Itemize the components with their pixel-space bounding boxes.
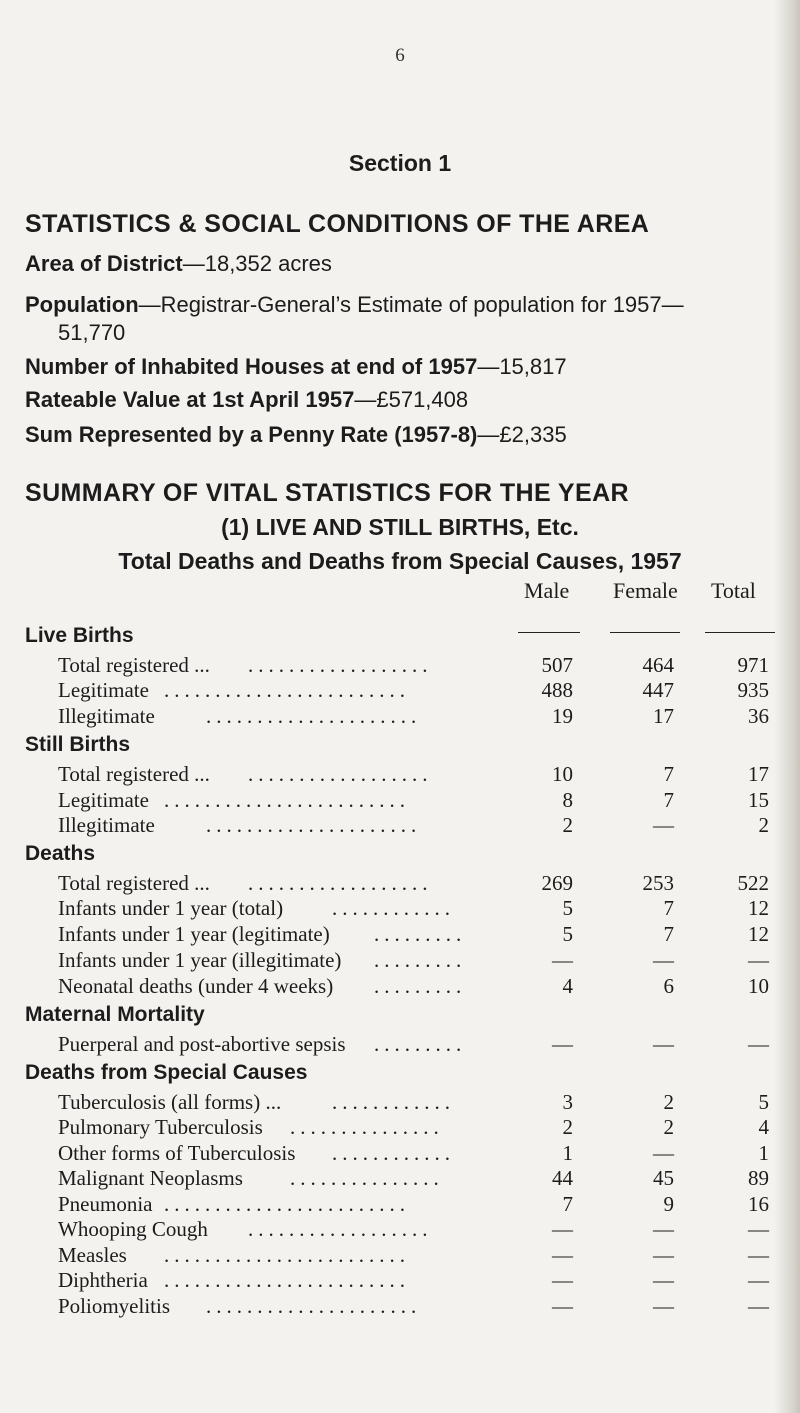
rateable-line (25, 387, 468, 413)
population-label: Population (25, 292, 139, 317)
col-rule-male (518, 632, 580, 633)
leader-dots: ............... (290, 1115, 444, 1139)
cell-total: — (748, 948, 769, 972)
row-label: Pneumonia (58, 1192, 153, 1216)
leader-dots: ............ (332, 1141, 455, 1165)
col-rule-female (610, 632, 680, 633)
leader-dots: .................. (248, 762, 433, 786)
leader-dots: .................. (248, 1217, 433, 1241)
group-heading-still-births: Still Births (25, 733, 131, 756)
cell-male: — (552, 1294, 573, 1318)
row-label: Other forms of Tuberculosis (58, 1141, 296, 1165)
table-row (0, 813, 800, 837)
cell-female: — (653, 1217, 674, 1241)
row-label: Malignant Neoplasms (58, 1166, 243, 1190)
row-label: Illegitimate (58, 813, 155, 837)
penny-value: —£2,335 (477, 422, 567, 447)
houses-value: —15,817 (477, 354, 567, 379)
col-header-female: Female (613, 578, 678, 603)
group-heading-live-births: Live Births (25, 624, 134, 647)
table-row (0, 1090, 800, 1114)
penny-label: Sum Represented by a Penny Rate (1957-8) (25, 422, 478, 447)
cell-female: 253 (642, 871, 674, 895)
main-title: STATISTICS & SOCIAL CONDITIONS OF THE AREA (25, 210, 650, 238)
table-row (0, 788, 800, 812)
col-rule-total (705, 632, 775, 633)
cell-male: — (552, 1243, 573, 1267)
cell-female: — (653, 1268, 674, 1292)
row-label: Pulmonary Tuberculosis (58, 1115, 263, 1139)
rateable-value: —£571,408 (354, 387, 469, 412)
cell-total: 17 (748, 762, 769, 786)
leader-dots: .................. (248, 653, 433, 677)
leader-dots: ........................ (164, 1268, 410, 1292)
table-row (0, 922, 800, 946)
row-label: Total registered ... (58, 762, 210, 786)
leader-dots: ..................... (206, 704, 422, 728)
cell-total: 522 (737, 871, 769, 895)
cell-total: 12 (748, 896, 769, 920)
cell-female: — (653, 1141, 674, 1165)
cell-female: 7 (663, 922, 674, 946)
leader-dots: ........................ (164, 1243, 410, 1267)
cell-female: — (653, 1032, 674, 1056)
cell-female: 17 (653, 704, 674, 728)
row-label: Infants under 1 year (total) (58, 896, 284, 920)
leader-dots: .................. (248, 871, 433, 895)
table-row (0, 653, 800, 677)
population-value: —Registrar-General’s Estimate of population for 1957— (138, 292, 684, 317)
cell-male: 488 (541, 678, 573, 702)
cell-female: — (653, 813, 674, 837)
row-label: Measles (58, 1243, 127, 1267)
cell-total: 12 (748, 922, 769, 946)
cell-female: 7 (663, 788, 674, 812)
area-line (25, 251, 332, 277)
cell-female: — (653, 1294, 674, 1318)
table-row (0, 1294, 800, 1318)
page-number: 6 (395, 45, 405, 66)
cell-male: 44 (552, 1166, 573, 1190)
cell-male: 3 (562, 1090, 573, 1114)
group-heading-deaths: Deaths (25, 842, 96, 865)
table-row (0, 1217, 800, 1241)
population-value-cont: 51,770 (58, 320, 126, 345)
cell-total: — (748, 1217, 769, 1241)
cell-male: 269 (541, 871, 573, 895)
table-row (0, 896, 800, 920)
cell-male: 507 (541, 653, 573, 677)
leader-dots: ............... (290, 1166, 444, 1190)
leader-dots: ......... (374, 974, 467, 998)
cell-total: 16 (748, 1192, 769, 1216)
row-label: Legitimate (58, 788, 149, 812)
cell-female: 9 (663, 1192, 674, 1216)
leader-dots: ......... (374, 922, 467, 946)
leader-dots: ......... (374, 948, 467, 972)
leader-dots: ............ (332, 896, 455, 920)
cell-male: 19 (552, 704, 573, 728)
table-row (0, 1032, 800, 1056)
row-label: Total registered ... (58, 653, 210, 677)
cell-female: 7 (663, 896, 674, 920)
cell-female: 464 (642, 653, 674, 677)
summary-title: SUMMARY OF VITAL STATISTICS FOR THE YEAR (25, 479, 629, 507)
cell-total: 935 (737, 678, 769, 702)
cell-female: 6 (663, 974, 674, 998)
cell-male: 1 (562, 1141, 573, 1165)
row-label: Tuberculosis (all forms) ... (58, 1090, 282, 1114)
row-label: Legitimate (58, 678, 149, 702)
row-label: Infants under 1 year (legitimate) (58, 922, 330, 946)
col-header-male: Male (524, 578, 570, 603)
cell-male: 8 (562, 788, 573, 812)
population-line2 (58, 320, 125, 346)
table-row (0, 704, 800, 728)
cell-female: — (653, 1243, 674, 1267)
cell-female: — (653, 948, 674, 972)
cell-male: 4 (562, 974, 573, 998)
row-label: Neonatal deaths (under 4 weeks) (58, 974, 334, 998)
cell-male: 2 (562, 813, 573, 837)
cell-male: 10 (552, 762, 573, 786)
subtitle-births: (1) LIVE AND STILL BIRTHS, Etc. (221, 514, 579, 540)
cell-total: 4 (758, 1115, 769, 1139)
row-label: Infants under 1 year (illegitimate) (58, 948, 342, 972)
table-row (0, 948, 800, 972)
cell-total: 2 (758, 813, 769, 837)
table-row (0, 762, 800, 786)
cell-total: 36 (748, 704, 769, 728)
cell-female: 2 (663, 1090, 674, 1114)
subtitle-deaths: Total Deaths and Deaths from Special Causes, 1957 (118, 548, 682, 574)
houses-label: Number of Inhabited Houses at end of 1957 (25, 354, 478, 379)
cell-female: 7 (663, 762, 674, 786)
cell-male: — (552, 1268, 573, 1292)
row-label: Poliomyelitis (58, 1294, 171, 1318)
row-label: Puerperal and post-abortive sepsis (58, 1032, 346, 1056)
table-row (0, 871, 800, 895)
leader-dots: ........................ (164, 678, 410, 702)
table-row (0, 1268, 800, 1292)
cell-total: — (748, 1268, 769, 1292)
table-row (0, 974, 800, 998)
cell-total: 5 (758, 1090, 769, 1114)
section-title: Section 1 (348, 150, 452, 176)
cell-total: — (748, 1294, 769, 1318)
cell-male: 5 (562, 896, 573, 920)
area-value: —18,352 acres (182, 251, 332, 276)
table-row (0, 1243, 800, 1267)
group-heading-maternal: Maternal Mortality (25, 1003, 205, 1026)
houses-line (25, 354, 567, 380)
table-row (0, 1166, 800, 1190)
cell-total: — (748, 1032, 769, 1056)
cell-male: 7 (562, 1192, 573, 1216)
table-row (0, 678, 800, 702)
leader-dots: ........................ (164, 788, 410, 812)
cell-female: 2 (663, 1115, 674, 1139)
cell-total: 971 (737, 653, 769, 677)
leader-dots: ............ (332, 1090, 455, 1114)
table-row (0, 1115, 800, 1139)
row-label: Diphtheria (58, 1268, 148, 1292)
cell-male: — (552, 948, 573, 972)
leader-dots: ........................ (164, 1192, 410, 1216)
table-row (0, 1141, 800, 1165)
cell-total: 1 (758, 1141, 769, 1165)
population-line (25, 292, 684, 318)
row-label: Illegitimate (58, 704, 155, 728)
row-label: Whooping Cough (58, 1217, 208, 1241)
row-label: Total registered ... (58, 871, 210, 895)
cell-female: 447 (642, 678, 674, 702)
cell-female: 45 (653, 1166, 674, 1190)
cell-total: 15 (748, 788, 769, 812)
cell-total: 10 (748, 974, 769, 998)
leader-dots: ..................... (206, 1294, 422, 1318)
penny-line (25, 422, 567, 448)
area-label: Area of District (25, 251, 183, 276)
cell-total: — (748, 1243, 769, 1267)
cell-male: — (552, 1032, 573, 1056)
col-header-total: Total (711, 578, 756, 603)
rateable-label: Rateable Value at 1st April 1957 (25, 387, 355, 412)
cell-male: 5 (562, 922, 573, 946)
table-row (0, 1192, 800, 1216)
leader-dots: ..................... (206, 813, 422, 837)
cell-male: — (552, 1217, 573, 1241)
group-heading-special: Deaths from Special Causes (25, 1061, 308, 1084)
leader-dots: ......... (374, 1032, 467, 1056)
cell-total: 89 (748, 1166, 769, 1190)
cell-male: 2 (562, 1115, 573, 1139)
